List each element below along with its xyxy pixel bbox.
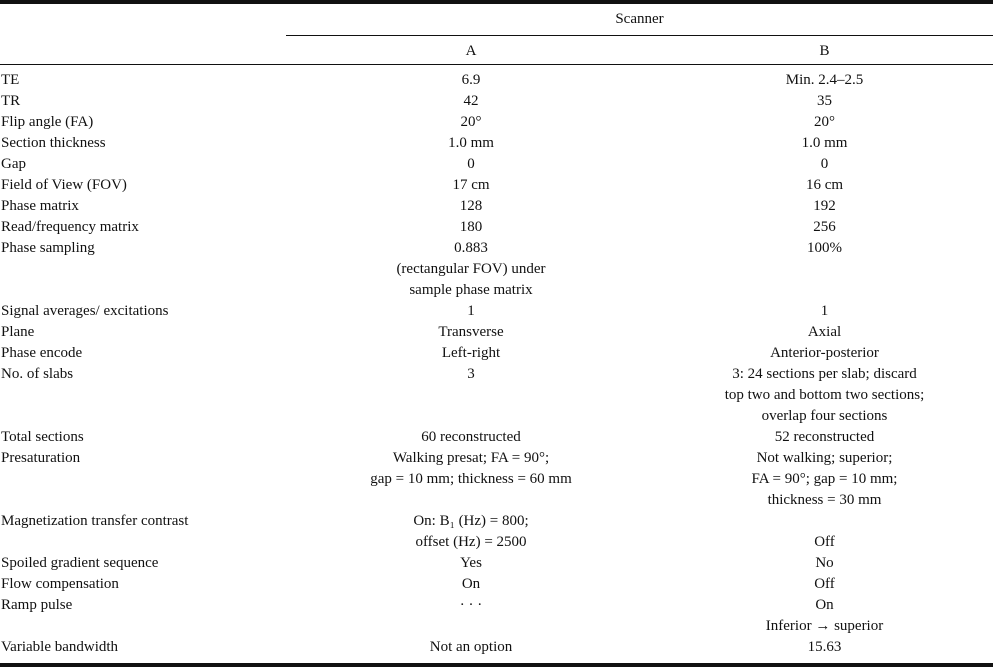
value-line: gap = 10 mm; thickness = 60 mm: [370, 471, 572, 487]
scanner-a-value: [286, 238, 656, 301]
scanner-b-value: [656, 553, 993, 574]
scanner-a-value: [286, 553, 656, 574]
value-line: 16 cm: [805, 177, 844, 193]
table-row: [0, 175, 993, 196]
row-label: TR: [1, 93, 21, 109]
value-line: Not walking; superior;: [756, 450, 893, 466]
top-rule: [0, 0, 993, 4]
scanner-b-value: [656, 112, 993, 133]
scanner-a-value: [286, 217, 656, 238]
value-line: offset (Hz) = 2500: [415, 534, 527, 550]
scanner-b-value: [656, 637, 993, 658]
value-line: 15.63: [807, 639, 842, 655]
row-label: No. of slabs: [1, 366, 74, 382]
scanner-a-value: [286, 196, 656, 217]
scanner-b-value: [656, 364, 993, 427]
value-line: Min. 2.4–2.5: [785, 72, 864, 88]
scanner-header: Scanner: [615, 11, 664, 27]
column-header-a: A: [465, 43, 477, 59]
scanner-a-value: [286, 175, 656, 196]
table-row: [0, 217, 993, 238]
value-line: 20°: [814, 114, 835, 130]
row-label: Magnetization transfer contrast: [1, 513, 189, 529]
table-body: [0, 70, 993, 658]
row-label: Flip angle (FA): [1, 114, 94, 130]
value-line: 1: [820, 303, 829, 319]
value-line: (rectangular FOV) under: [396, 261, 546, 277]
table-row: [0, 595, 993, 637]
table-row: [0, 322, 993, 343]
scanner-a-value: [286, 112, 656, 133]
value-line: sample phase matrix: [409, 282, 533, 298]
scanner-b-value: [656, 511, 993, 553]
scanner-b-value: [656, 574, 993, 595]
row-label: Gap: [1, 156, 26, 172]
value-line: Transverse: [438, 324, 504, 340]
value-line: Anterior-posterior: [770, 345, 879, 361]
scanner-b-value: [656, 343, 993, 364]
value-line: Inferior → superior: [765, 618, 884, 634]
value-line: 1.0 mm: [448, 135, 494, 151]
row-label: Total sections: [1, 429, 84, 445]
scanner-b-value: [656, 595, 993, 637]
table-row: [0, 196, 993, 217]
column-header-b: B: [819, 43, 830, 59]
scanner-b-value: [656, 70, 993, 91]
scanner-a-value: [286, 637, 656, 658]
table-row: [0, 70, 993, 91]
value-line: 0.883: [454, 240, 488, 256]
scanner-b-value: [656, 217, 993, 238]
header-rule: [0, 64, 993, 65]
value-line: 35: [817, 93, 832, 109]
row-label: Variable bandwidth: [1, 639, 119, 655]
scanner-a-value: [286, 322, 656, 343]
spanner-rule: [286, 35, 993, 36]
table-row: [0, 133, 993, 154]
value-line: 192: [813, 198, 836, 214]
table-row: [0, 427, 993, 448]
value-line: 256: [813, 219, 836, 235]
scanner-b-value: [656, 154, 993, 175]
row-label: Spoiled gradient sequence: [1, 555, 159, 571]
value-line: Left-right: [441, 345, 501, 361]
value-line: 42: [463, 93, 479, 109]
scanner-a-value: [286, 301, 656, 322]
value-line: Off: [814, 576, 835, 592]
value-line: top two and bottom two sections;: [724, 387, 925, 403]
value-line: [656, 511, 993, 532]
bottom-rule: [0, 663, 993, 667]
value-line: 0: [467, 156, 475, 172]
scanner-b-value: [656, 91, 993, 112]
value-line: 3: 24 sections per slab; discard: [732, 366, 917, 382]
row-label: Plane: [1, 324, 35, 340]
scanner-b-value: [656, 322, 993, 343]
table-row: [0, 364, 993, 427]
row-label: Flow compensation: [1, 576, 119, 592]
value-line: overlap four sections: [761, 408, 888, 424]
value-line: 60 reconstructed: [421, 429, 521, 445]
table-row: [0, 637, 993, 658]
value-line: 52 reconstructed: [774, 429, 875, 445]
value-line: Axial: [807, 324, 842, 340]
value-line: thickness = 30 mm: [767, 492, 882, 508]
scanner-a-value: [286, 448, 656, 511]
value-line: Yes: [460, 555, 482, 571]
value-line: 1: [467, 303, 475, 319]
scanner-b-value: [656, 175, 993, 196]
scanner-a-value: [286, 154, 656, 175]
table-row: [0, 112, 993, 133]
scanner-a-value: [286, 595, 656, 637]
value-line: · · ·: [459, 597, 483, 613]
scanner-a-value: [286, 343, 656, 364]
scanner-a-value: [286, 574, 656, 595]
row-label: Presaturation: [1, 450, 81, 466]
value-line: 100%: [807, 240, 842, 256]
table-row: [0, 343, 993, 364]
table-row: [0, 511, 993, 553]
value-line: 0: [820, 156, 829, 172]
scanner-b-value: [656, 427, 993, 448]
table-row: [0, 91, 993, 112]
value-line: 20°: [460, 114, 482, 130]
value-line: FA = 90°; gap = 10 mm;: [751, 471, 898, 487]
table-row: [0, 448, 993, 511]
table-row: [0, 238, 993, 301]
value-line: 17 cm: [452, 177, 490, 193]
value-line: 180: [459, 219, 483, 235]
value-line: On: [815, 597, 834, 613]
scanner-b-value: [656, 301, 993, 322]
scanner-a-value: [286, 364, 656, 427]
row-label: Phase encode: [1, 345, 83, 361]
value-line: 6.9: [461, 72, 481, 88]
value-line: 1.0 mm: [801, 135, 848, 151]
scanner-b-value: [656, 196, 993, 217]
row-label: Field of View (FOV): [1, 177, 127, 193]
row-label: TE: [1, 72, 20, 88]
scanner-a-value: [286, 133, 656, 154]
table-row: [0, 301, 993, 322]
row-label: Signal averages/ excitations: [1, 303, 169, 319]
value-line: On: [461, 576, 481, 592]
scanner-b-value: [656, 448, 993, 511]
row-label: Phase matrix: [1, 198, 79, 214]
table-row: [0, 574, 993, 595]
row-label: Read/frequency matrix: [1, 219, 139, 235]
scanner-b-value: [656, 133, 993, 154]
row-label: Phase sampling: [1, 240, 95, 256]
value-line: No: [815, 555, 834, 571]
scanner-a-value: [286, 427, 656, 448]
value-line: Not an option: [429, 639, 513, 655]
scanner-a-value: [286, 91, 656, 112]
scanner-a-value: [286, 70, 656, 91]
row-label: Ramp pulse: [1, 597, 73, 613]
value-line: On: B₁ (Hz) = 800;: [413, 513, 529, 529]
table-row: [0, 154, 993, 175]
value-line: Walking presat; FA = 90°;: [392, 450, 550, 466]
row-label: Section thickness: [1, 135, 106, 151]
scanner-a-value: [286, 511, 656, 553]
table-row: [0, 553, 993, 574]
value-line: 3: [467, 366, 475, 382]
scanner-b-value: [656, 238, 993, 301]
value-line: Off: [814, 534, 835, 550]
value-line: 128: [459, 198, 483, 214]
